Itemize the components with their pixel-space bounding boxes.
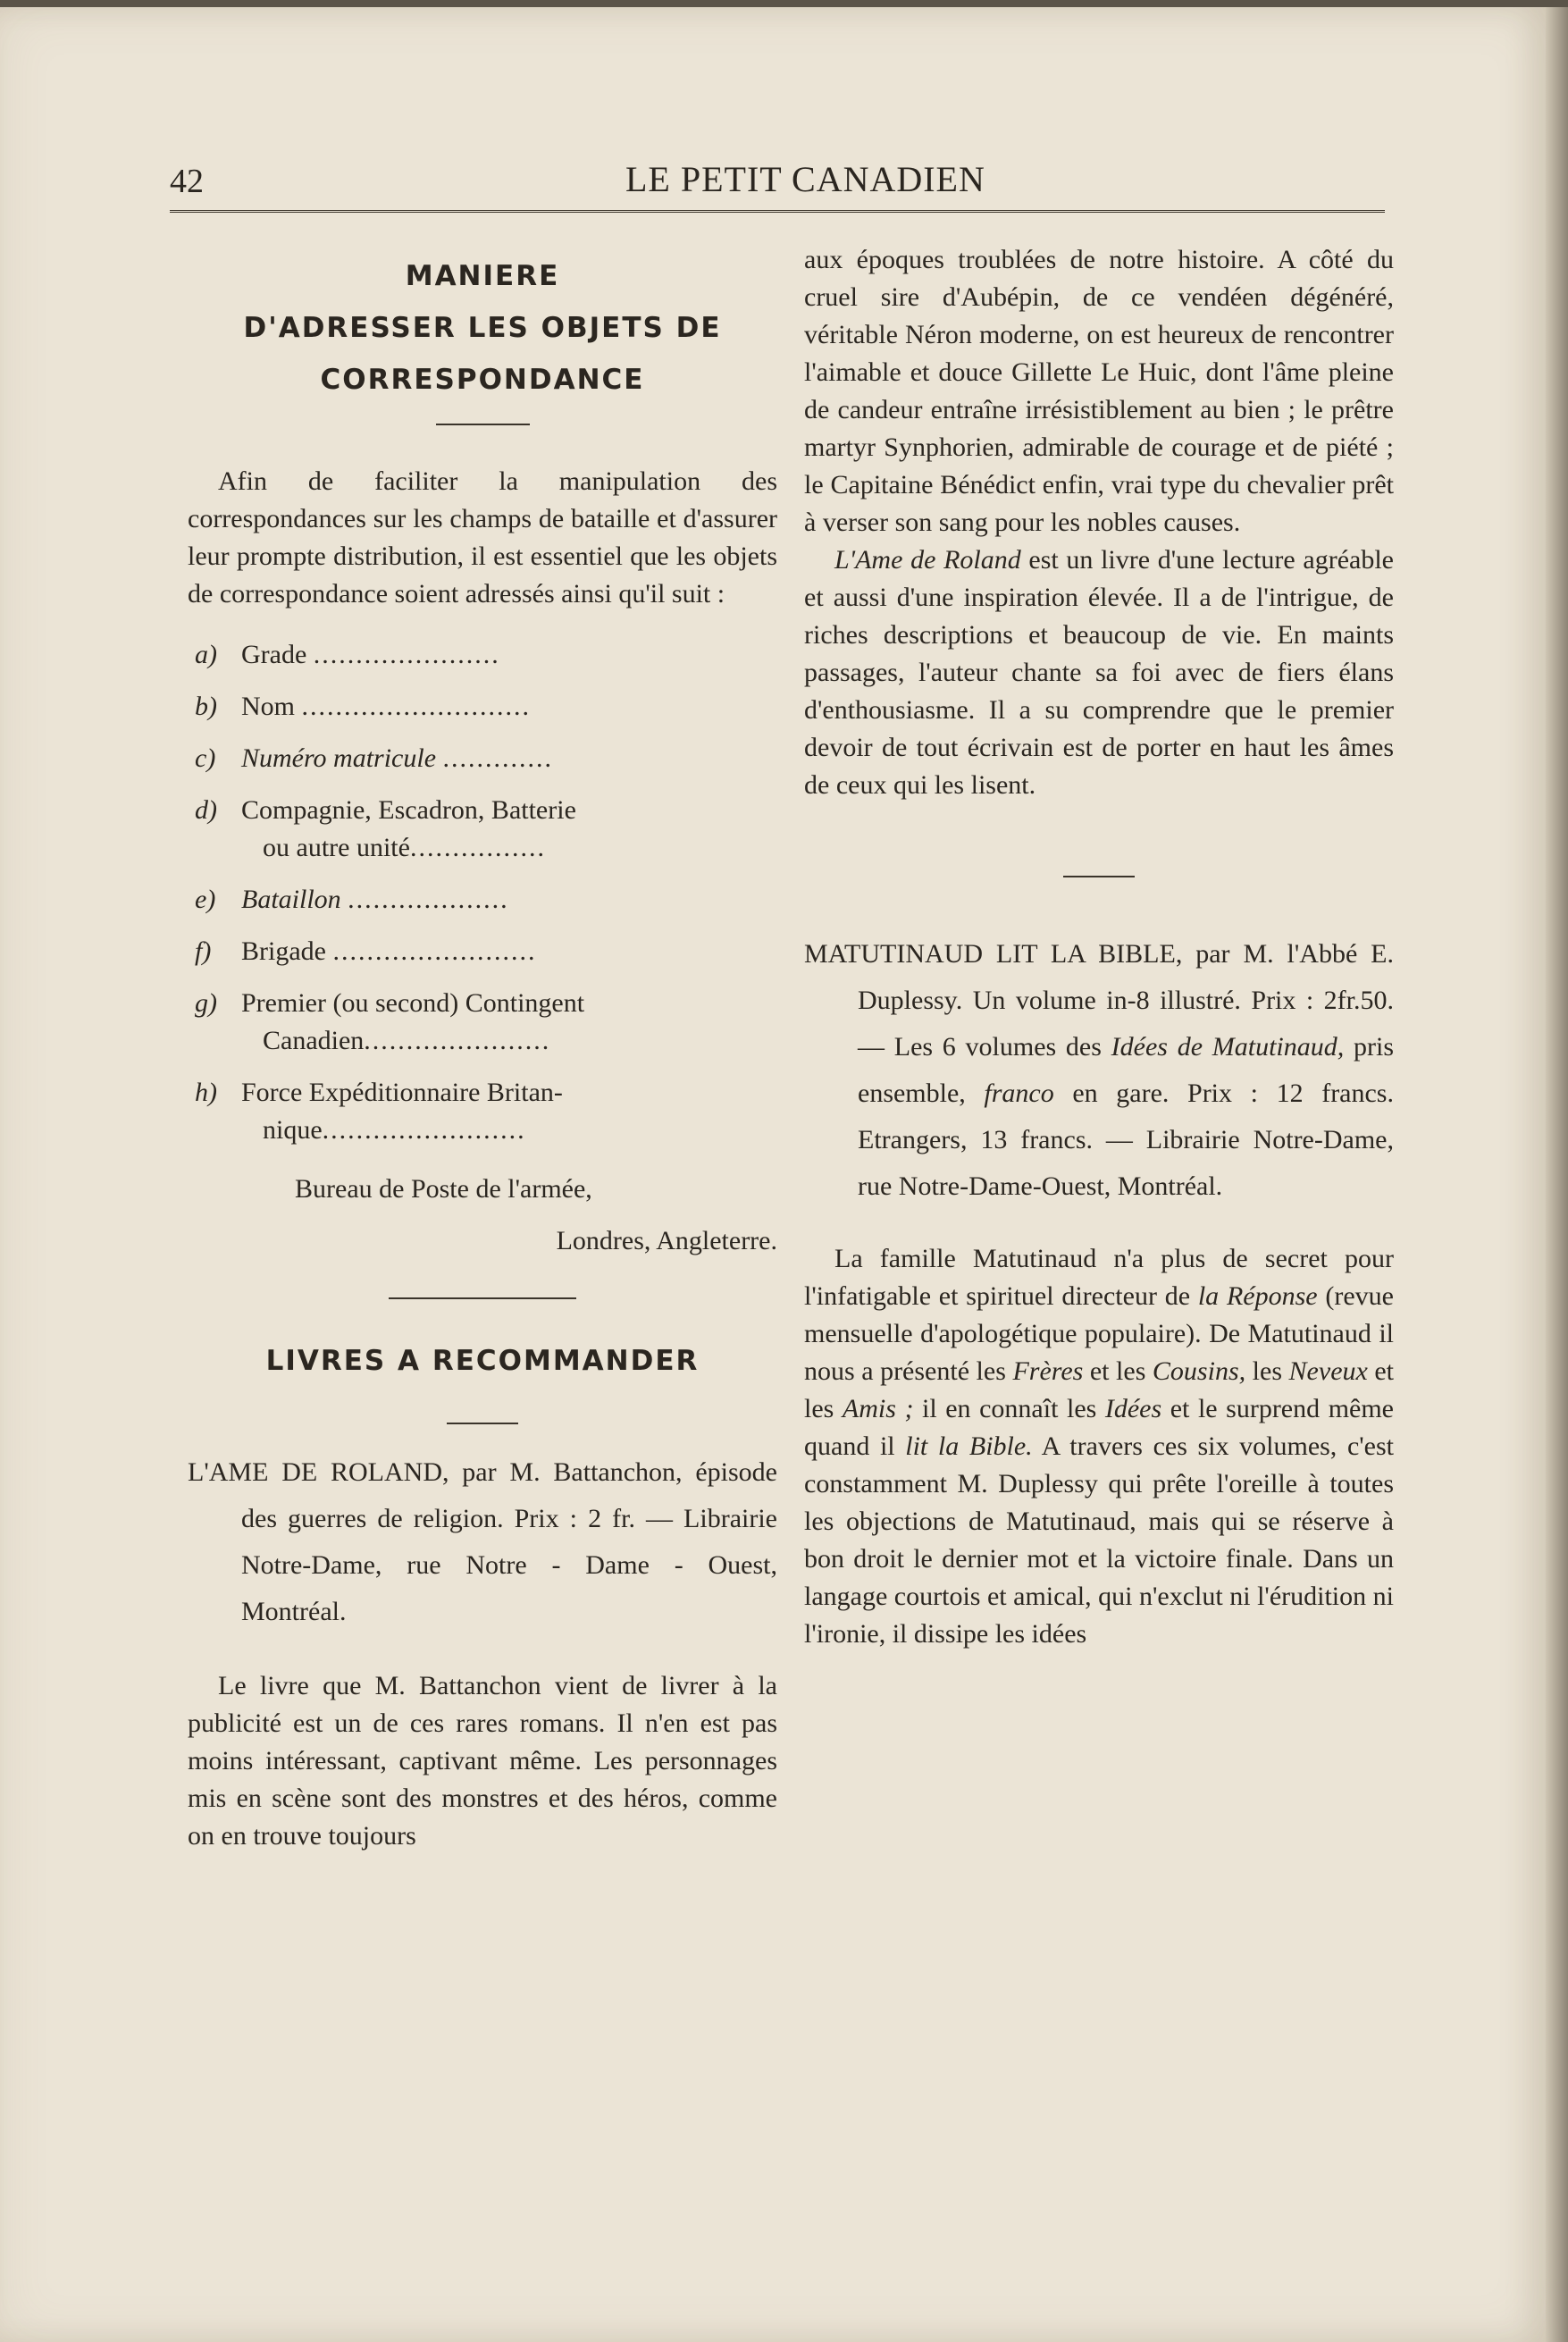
address-item-letter: c) (195, 743, 216, 773)
address-item-label: Numéro matricule (241, 743, 437, 773)
heading-line: MANIERE (405, 260, 560, 292)
address-item-label: Grade (241, 640, 307, 669)
running-title: LE PETIT CANADIEN (625, 159, 985, 199)
address-item (170, 933, 777, 970)
review-text: et le surprend même quand il (804, 1394, 1394, 1461)
address-item-letter: a) (195, 640, 217, 669)
address-item-letter: g) (195, 988, 217, 1018)
book-title: L'Ame de Roland (834, 545, 1021, 575)
address-list (170, 636, 777, 1149)
address-item-letter: h) (195, 1078, 217, 1107)
address-item (170, 1074, 777, 1149)
review-text: il en connaît les (913, 1394, 1105, 1423)
address-item (170, 688, 777, 726)
section-divider (389, 1297, 576, 1299)
page-edge-shadow (1546, 7, 1568, 2342)
section-divider (447, 1423, 518, 1424)
heading-line: D'ADRESSER LES OBJETS DE (243, 312, 722, 344)
review-text: A travers ces six volumes, c'est constamment M. Duplessy qui prête l'oreille à toutes les objections de Matutinaud, mais qui se réserve à bon droit le dernier mot et la victoire finale. Dans un langage courtois et amical, qui n'exclut ni l'érudition ni l'ironie, il dissipe les idées (804, 1431, 1394, 1649)
review-title: la Réponse (1197, 1281, 1318, 1311)
book-entry-matutinaud (804, 931, 1394, 1210)
address-line: Londres, Angleterre. (556, 1226, 777, 1255)
leader-dots: ........................ (332, 936, 537, 966)
page (0, 7, 1546, 2342)
book-text: en gare. Prix : 12 francs. Etrangers, 13 francs. — Librairie Notre-Dame, rue Notre-Dame-Ouest, Montréal. (858, 1079, 1394, 1201)
address-item-label: Nom (241, 692, 295, 721)
heading-line: CORRESPONDANCE (320, 364, 645, 396)
leader-dots: ................ (409, 833, 546, 862)
address-item-letter: b) (195, 692, 217, 721)
review-paragraph: Le livre que M. Battanchon vient de livrer à la publicité est un de ces rares romans. Il n'en est pas moins intéressant, captivant même. Les personnages mis en scène sont des monstres et des héros, comme on en trouve toujours (188, 1671, 777, 1851)
address-item-label: Premier (ou second) Contingent (241, 988, 585, 1018)
section-heading-addressing (188, 250, 777, 406)
review-title: Neveux (1288, 1356, 1368, 1386)
review-title: Frères (1012, 1356, 1084, 1386)
address-item-letter: e) (195, 885, 216, 914)
address-item (170, 792, 777, 867)
review-title: Amis ; (842, 1394, 914, 1423)
review-text: La famille Matutinaud n'a plus de secret pour l'infatigable et spirituel directeur de (804, 1244, 1394, 1311)
leader-dots: ........................ (322, 1115, 526, 1145)
address-item-letter: d) (195, 795, 217, 825)
address-line: Bureau de Poste de l'armée, (295, 1174, 592, 1204)
header-rule (170, 210, 1385, 213)
review-title: Cousins, (1152, 1356, 1246, 1386)
review-text: les (1245, 1356, 1289, 1386)
page-number: 42 (170, 163, 204, 200)
section-heading-books: LIVRES A RECOMMANDER (265, 1345, 700, 1377)
address-item-label: Compagnie, Escadron, Batterie (241, 795, 576, 825)
review-title: Idées (1104, 1394, 1162, 1423)
review-paragraph (804, 1240, 1394, 1653)
left-column (188, 248, 777, 1855)
leader-dots: ........................... (301, 692, 531, 721)
address-item-letter: f) (195, 936, 212, 966)
review-paragraph: aux époques troublées de notre histoire. A côté du cruel sire d'Aubépin, de ce vendéen dégénéré, véritable Néron moderne, on est heureux de rencontrer l'aimable et douce Gillette Le Huic, dont l'âme pleine de candeur entraîne irrésistiblement au bien ; le prêtre martyr Synphorien, admirable de courage et de piété ; le Capitaine Bénédict enfin, vrai type du chevalier prêt à verser son sang pour les nobles causes. (804, 245, 1394, 537)
address-item (170, 881, 777, 919)
address-item-label: Brigade (241, 936, 326, 966)
book-text-italic: franco (984, 1079, 1054, 1108)
address-item-continuation (241, 1112, 777, 1149)
section-divider (436, 424, 530, 425)
leader-dots: ...................... (364, 1026, 551, 1055)
section-divider (1063, 876, 1135, 877)
address-block (188, 1163, 777, 1267)
book-text: pris ensemble, (858, 1032, 1395, 1108)
review-title: lit la Bible. (905, 1431, 1033, 1461)
address-item-label: Force Expéditionnaire Britan- (241, 1078, 563, 1107)
address-item-label: Bataillon (241, 885, 341, 914)
review-text: est un livre d'une lecture agréable et aussi d'une inspiration élevée. Il a de l'intrigue, de riches descriptions et beaucoup de vie. En maints passages, l'auteur chante sa foi avec de fiers élans d'enthousiasme. Il a su comprendre que le premier devoir de tout écrivain est de porter en haut les âmes de ceux qui les lisent. (804, 545, 1394, 800)
book-title: Idées de Matutinaud, (1111, 1032, 1345, 1062)
address-item (170, 985, 777, 1060)
intro-paragraph: Afin de faciliter la manipulation des correspondances sur les champs de bataille et d'assurer leur prompte distribution, il est essentiel que les objets de correspondance soient adressés ainsi qu'il suit : (188, 466, 777, 609)
address-item (170, 740, 777, 777)
leader-dots: ................... (348, 885, 509, 914)
review-text: et les (804, 1356, 1395, 1423)
right-column (804, 241, 1394, 1653)
address-item-continuation (241, 1022, 777, 1060)
address-item-label: ou autre unité (263, 833, 410, 862)
address-item-continuation (241, 829, 777, 867)
address-item-label: nique (263, 1115, 323, 1145)
review-text: (revue mensuelle d'apologétique populaire). De Matutinaud il nous a présenté les (804, 1281, 1394, 1386)
book-text: MATUTINAUD LIT LA BIBLE, par M. l'Abbé E. Duplessy. Un volume in-8 illustré. Prix : 2fr.50. — Les 6 volumes des (804, 939, 1394, 1062)
review-paragraph (804, 541, 1394, 804)
leader-dots: ............. (442, 743, 554, 773)
review-text: et les (1083, 1356, 1153, 1386)
book-entry-ame-de-roland: L'AME DE ROLAND, par M. Battanchon, épisode des guerres de religion. Prix : 2 fr. — Librairie Notre-Dame, rue Notre - Dame - Ouest, Montréal. (188, 1457, 777, 1626)
address-item (170, 636, 777, 674)
page-header (170, 155, 1385, 208)
leader-dots: ...................... (313, 640, 500, 669)
address-item-label: Canadien (263, 1026, 365, 1055)
